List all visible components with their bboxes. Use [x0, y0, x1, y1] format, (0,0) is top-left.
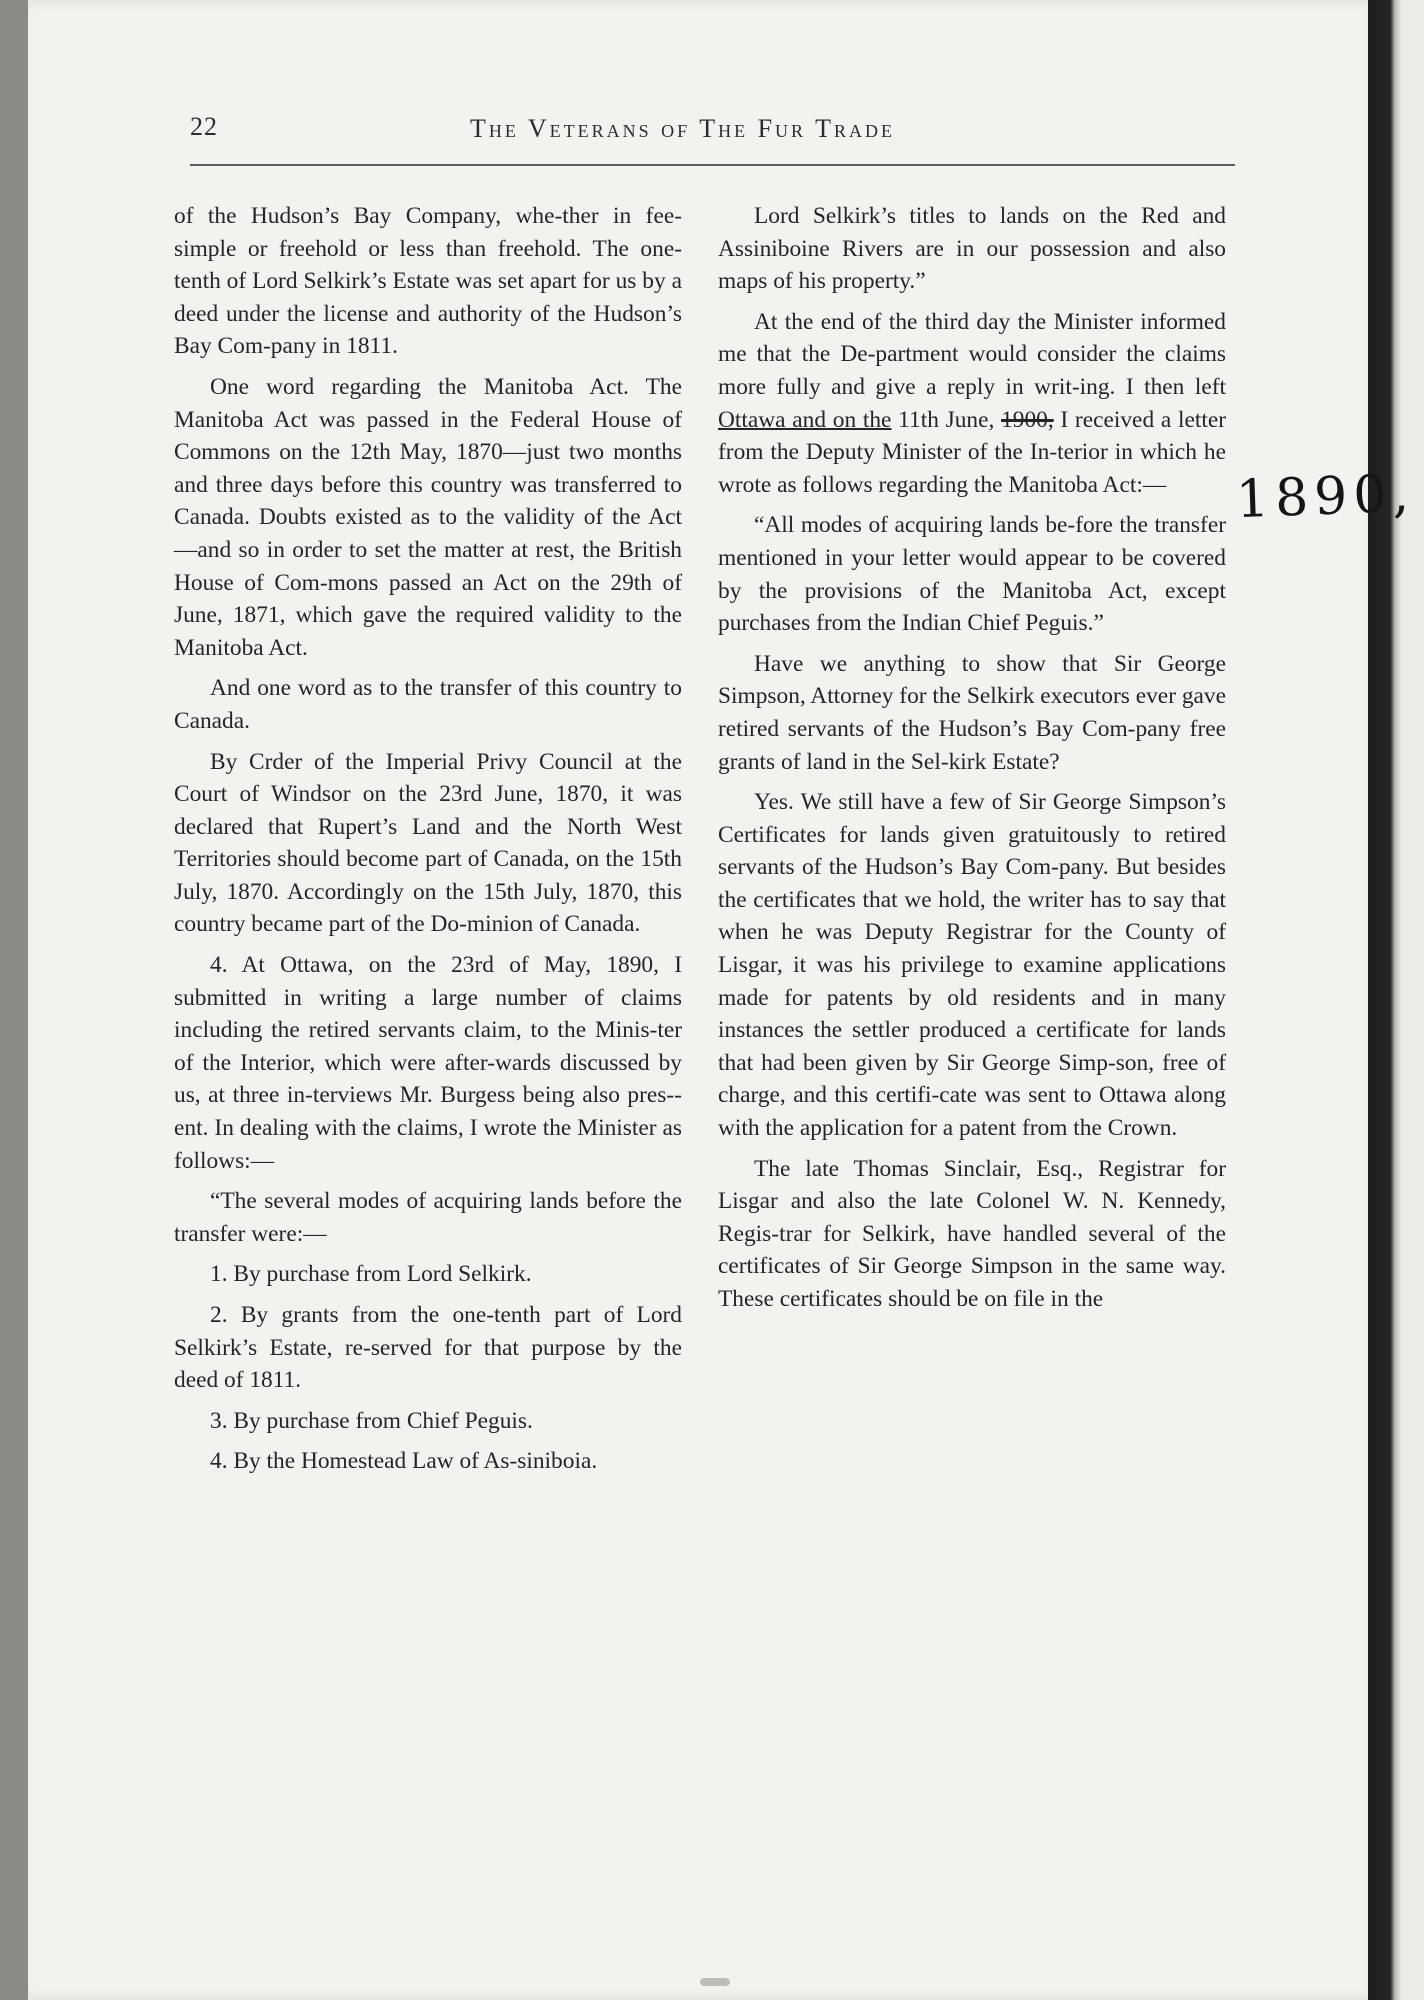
- list-item: 3. By purchase from Chief Peguis.: [210, 1407, 533, 1434]
- list-item: 4. By the Homestead Law of As-siniboia.: [210, 1448, 598, 1475]
- paragraph: 4. At Ottawa, on the 23rd of May, 1890, I submitted in writing a large number of claims including the retired servants claim, to the Minis-ter of the Interior, which were after-wards discussed by us, at three in-terviews Mr. Burgess being also pres-ent. In dealing with the claims, I wrote the Minister as follows:—: [174, 952, 682, 1174]
- paragraph: One word regarding the Manitoba Act. The Manitoba Act was passed in the Federal House of Commons on the 12th May, 1870—just two months and three days before this country was transferred to Canada. Doubts existed as to the validity of the Act —and so in order to set the matter at rest, the British House of Com-mons passed an Act on the 29th of June, 1871, which gave the required validity to the Manitoba Act.: [174, 373, 682, 661]
- struck-through-date: 1900,: [1001, 406, 1054, 433]
- header-rule: [190, 164, 1235, 166]
- underlined-text: Ottawa and on the: [718, 406, 892, 433]
- running-title: The Veterans of The Fur Trade: [470, 114, 895, 143]
- list-item: 1. By purchase from Lord Selkirk.: [210, 1261, 532, 1288]
- handwritten-margin-note: 1890,: [1235, 463, 1416, 531]
- list-item: 2. By grants from the one-tenth part of Lord Selkirk’s Estate, re-served for that purpose by the deed of 1811.: [174, 1302, 682, 1394]
- quoted-paragraph: “All modes of acquiring lands be-fore the transfer mentioned in your letter would appear to be covered by the provisions of the Manitoba Act, except purchases from the Indian Chief Peguis.”: [718, 512, 1226, 637]
- scan-smudge: [700, 1978, 730, 1986]
- paragraph-with-annotation: [718, 306, 1226, 502]
- page-header: [190, 112, 1235, 152]
- paragraph: And one word as to the transfer of this country to Canada.: [174, 675, 682, 734]
- right-column: [718, 200, 1226, 1324]
- paragraph: Lord Selkirk’s titles to lands on the Red and Assiniboine Rivers are in our possession and also maps of his property.”: [718, 203, 1226, 295]
- paragraph: Have we anything to show that Sir George Simpson, Attorney for the Selkirk executors ever gave retired servants of the Hudson’s Bay Com-pany free grants of land in the Sel-kirk Estate?: [718, 650, 1226, 775]
- quoted-paragraph: “The several modes of acquiring lands before the transfer were:—: [174, 1188, 682, 1247]
- text-run: I received a letter from the Deputy Minister of the In-terior in which he wrote as follows regarding the Manitoba Act:—: [718, 406, 1227, 498]
- text-run: At the end of the third day the Minister informed me that the De-partment would consider the claims more fully and give a reply in writ-ing. I then left: [718, 308, 1226, 400]
- paragraph: of the Hudson’s Bay Company, whe-ther in fee-simple or freehold or less than freehold. The one-tenth of Lord Selkirk’s Estate was set apart for us by a deed under the license and authority of the Hudson’s Bay Com-pany in 1811.: [174, 203, 682, 360]
- page-number: 22: [190, 112, 218, 141]
- left-column: [174, 200, 682, 1486]
- paragraph: The late Thomas Sinclair, Esq., Registrar for Lisgar and also the late Colonel W. N. Kennedy, Regis-trar for Selkirk, have handled several of the certificates of Sir George Simpson in the same way. These certificates should be on file in the: [718, 1155, 1226, 1312]
- paragraph: By Crder of the Imperial Privy Council at the Court of Windsor on the 23rd June, 1870, it was declared that Rupert’s Land and the North West Territories should become part of Canada, on the 15th July, 1870. Accordingly on the 15th July, 1870, this country became part of the Do-minion of Canada.: [174, 748, 682, 938]
- paragraph: Yes. We still have a few of Sir George Simpson’s Certificates for lands given gratuitously to retired servants of the Hudson’s Bay Com-pany. But besides the certificates that we hold, the writer has to say that when he was Deputy Registrar for the County of Lisgar, it was his privilege to examine applications made for patents by old residents and in many instances the settler produced a certificate for lands that had been given by Sir George Simp-son, free of charge, and this certifi-cate was sent to Ottawa along with the application for a patent from the Crown.: [718, 789, 1226, 1142]
- text-run: 11th June,: [891, 406, 1002, 433]
- page-binding-edge: [1368, 0, 1424, 2000]
